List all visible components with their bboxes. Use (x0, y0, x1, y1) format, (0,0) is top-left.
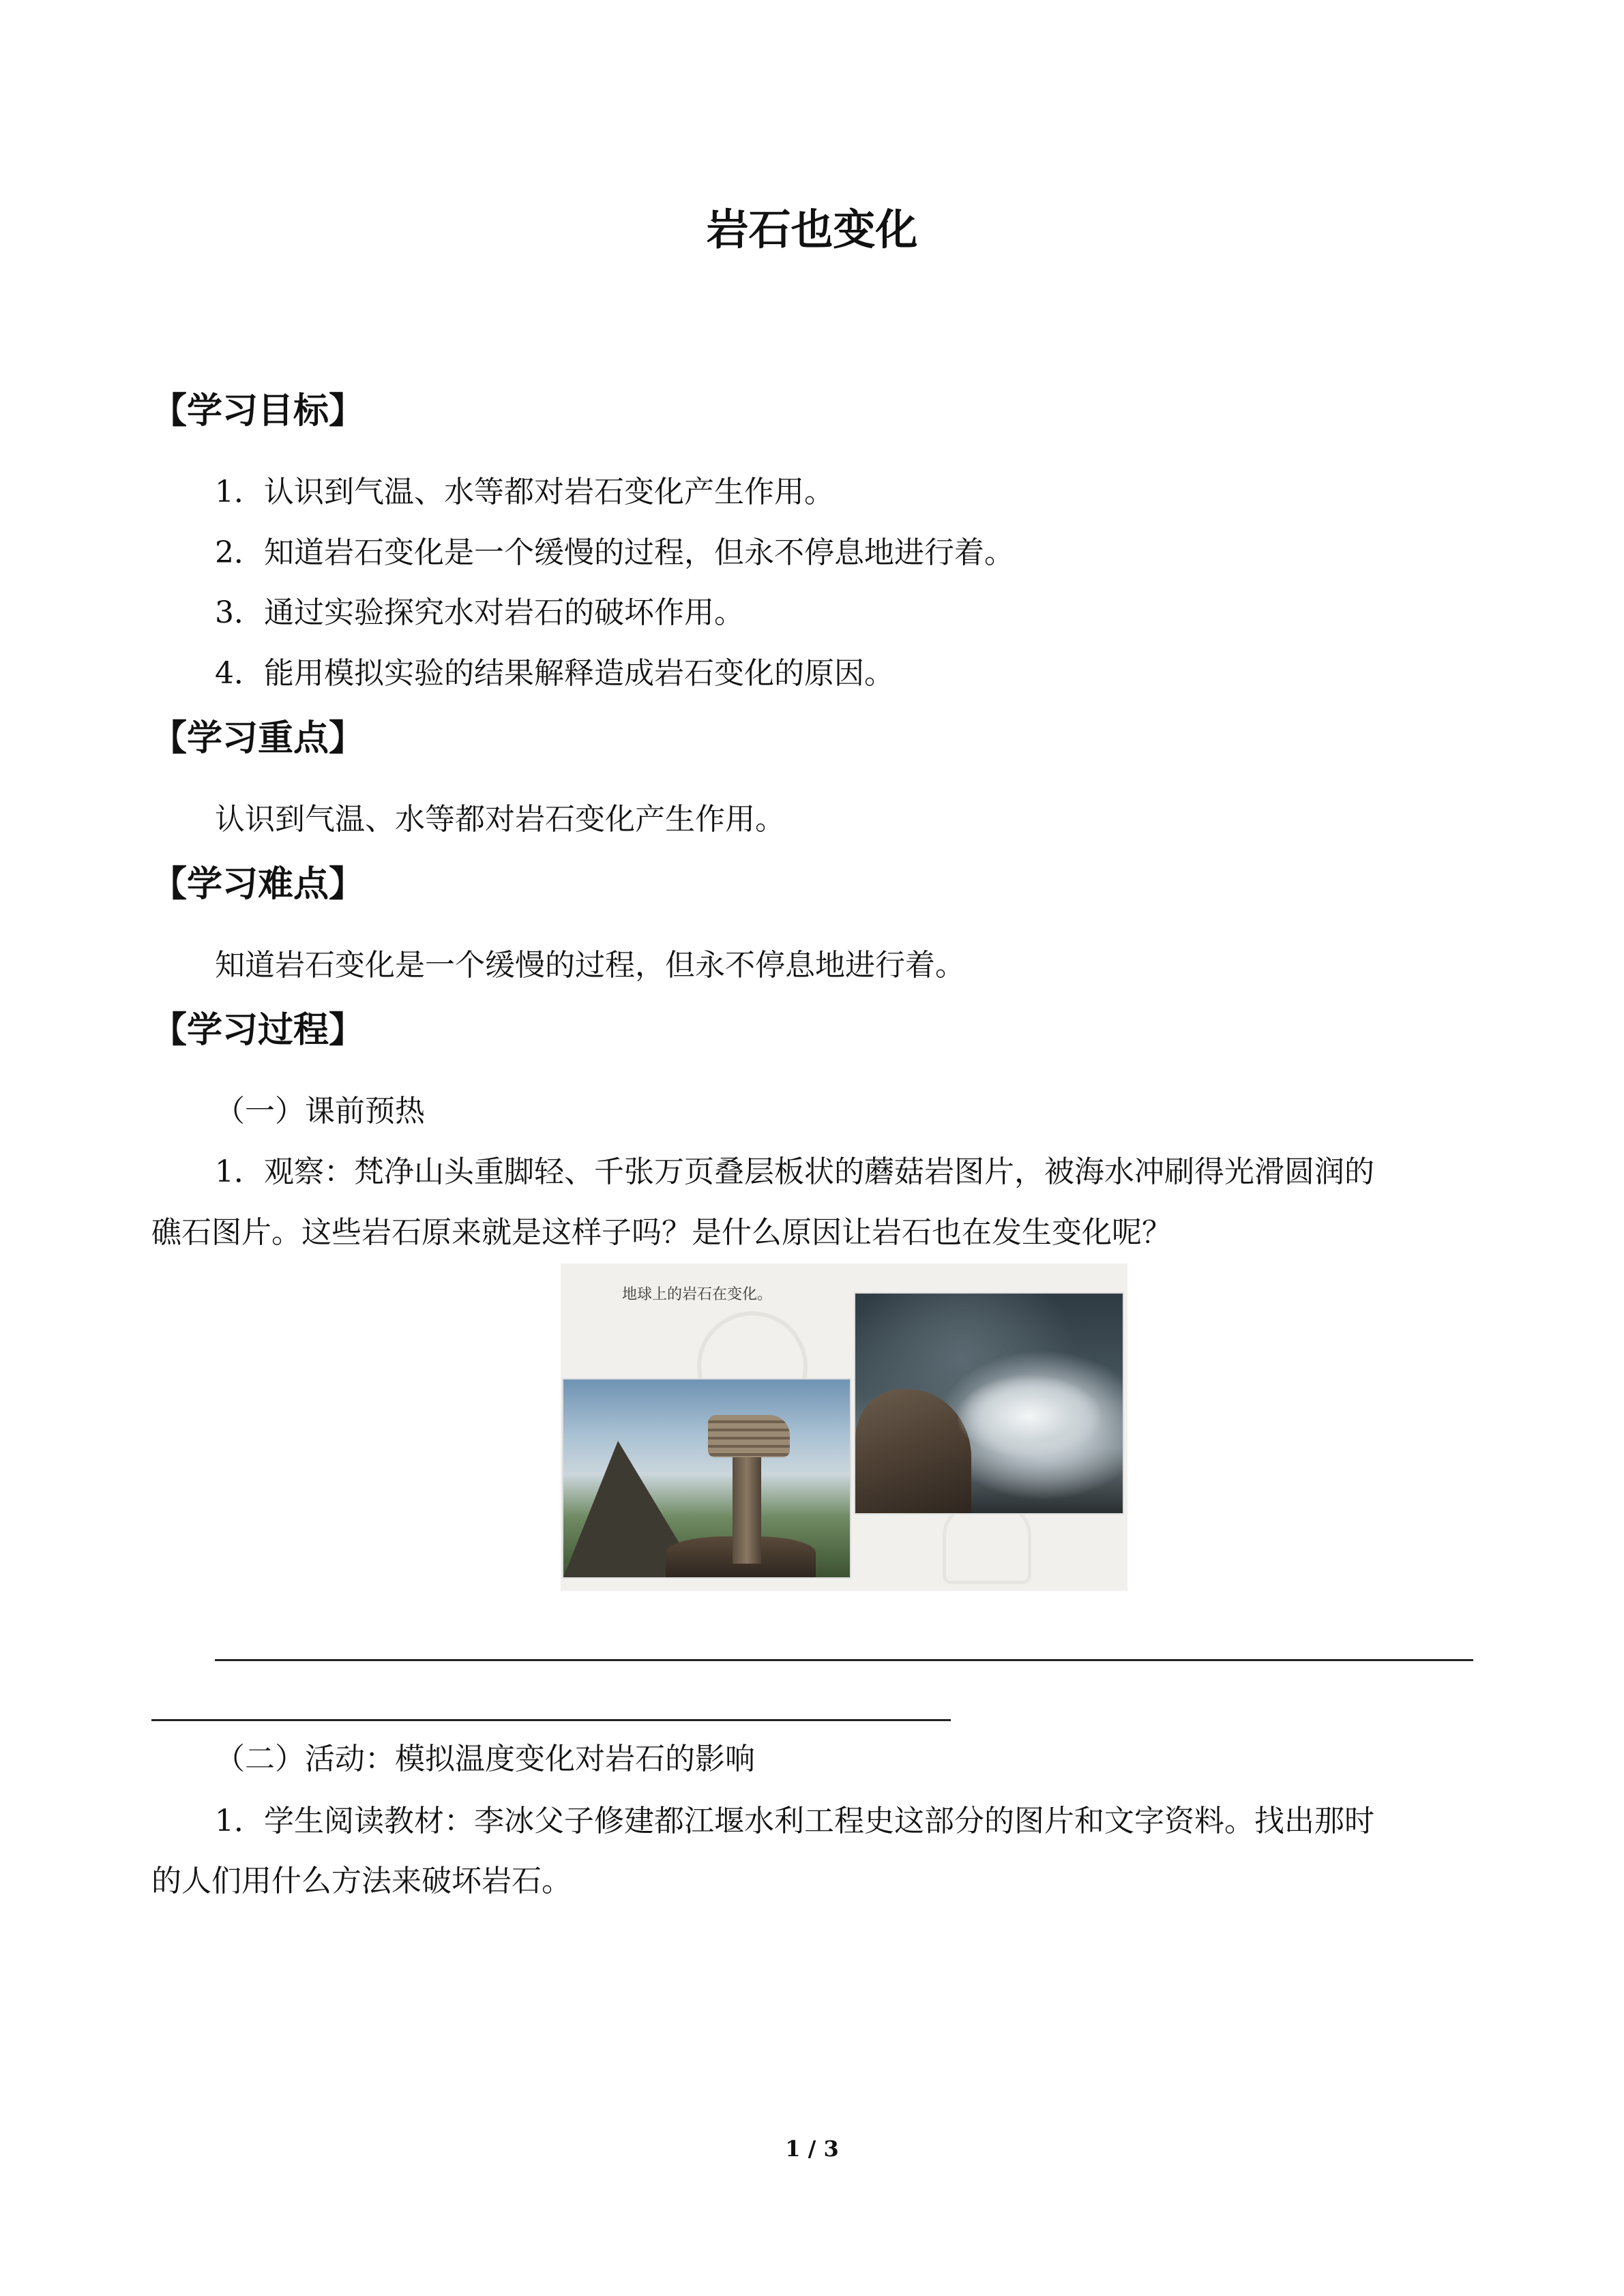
heading-learning-goals: 【学习目标】 (151, 391, 365, 432)
goal-item-3: 3．通过实验探究水对岩石的破坏作用。 (215, 595, 744, 630)
part2-title: （二）活动：模拟温度变化对岩石的影响 (215, 1742, 755, 1776)
heading-key-points: 【学习重点】 (151, 718, 365, 759)
part2-item1-line1: 1．学生阅读教材：李冰父子修建都江堰水利工程史这部分的图片和文字资料。找出那时 (215, 1804, 1374, 1838)
figure-faint-background-2 (943, 1502, 1031, 1584)
answer-line-2 (151, 1719, 951, 1721)
goal-item-2: 2．知道岩石变化是一个缓慢的过程，但永不停息地进行着。 (215, 535, 1014, 570)
page-title: 岩石也变化 (706, 205, 918, 254)
part1-title: （一）课前预热 (215, 1094, 425, 1129)
page-number: 1 / 3 (785, 2136, 839, 2162)
part1-item1-line1: 1．观察：梵净山头重脚轻、千张万页叠层板状的蘑菇岩图片，被海水冲刷得光滑圆润的 (215, 1154, 1374, 1189)
key-points-text: 认识到气温、水等都对岩石变化产生作用。 (215, 802, 785, 837)
goal-item-1: 1．认识到气温、水等都对岩石变化产生作用。 (215, 475, 834, 509)
rock-change-figure (561, 1264, 1127, 1591)
part1-item1-line2: 礁石图片。这些岩石原来就是这样子吗？是什么原因让岩石也在发生变化呢？ (151, 1215, 1172, 1250)
mushroom-rock-cap (708, 1415, 790, 1457)
answer-line-1 (215, 1659, 1473, 1661)
reef-rock-shape (855, 1389, 971, 1513)
heading-learning-process: 【学习过程】 (151, 1010, 365, 1051)
difficulties-text: 知道岩石变化是一个缓慢的过程，但永不停息地进行着。 (215, 948, 965, 983)
heading-difficulties: 【学习难点】 (151, 864, 365, 905)
mushroom-rock-stem (733, 1448, 761, 1564)
sea-rock-photo (855, 1294, 1123, 1513)
sea-foam-shape (958, 1375, 1101, 1457)
part2-item1-line2: 的人们用什么方法来破坏岩石。 (151, 1864, 572, 1898)
mushroom-rock-photo (563, 1380, 850, 1577)
goal-item-4: 4．能用模拟实验的结果解释造成岩石变化的原因。 (215, 656, 894, 691)
figure-caption: 地球上的岩石在变化。 (622, 1286, 773, 1303)
